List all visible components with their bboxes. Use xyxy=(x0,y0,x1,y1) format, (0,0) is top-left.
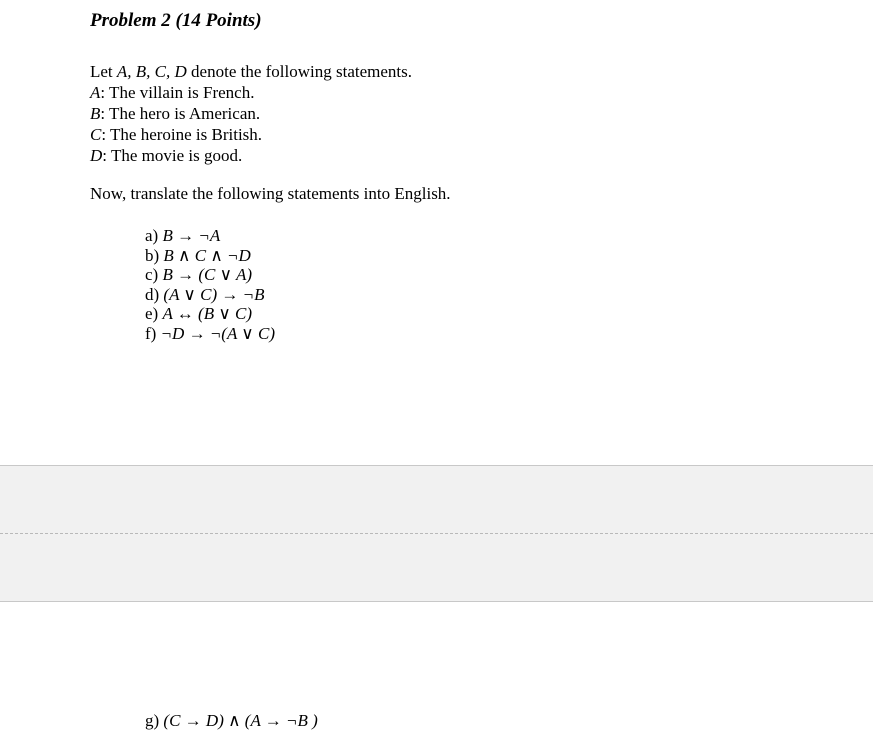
formula-expression: B → (C ∨ A) xyxy=(162,265,253,284)
formula-b xyxy=(145,246,275,266)
formula-label: d) xyxy=(145,284,164,304)
formula-expression: B ∧ C ∧ ¬D xyxy=(163,245,251,265)
page-break-dashed-divider xyxy=(0,533,873,534)
statement-b xyxy=(90,103,412,124)
statement-text: : The villain is French. xyxy=(100,83,255,102)
formula-label: g) xyxy=(145,711,164,730)
formula-expression: A ↔ (B ∨ C) xyxy=(162,304,253,323)
formula-f xyxy=(145,324,275,344)
statement-var: C xyxy=(90,125,102,144)
intro-line xyxy=(90,61,412,82)
formula-label: c) xyxy=(145,265,163,284)
formula-expression: (C → D) ∧ (A → ¬B ) xyxy=(163,711,318,730)
formula-label: b) xyxy=(145,245,164,265)
formula-expression: (A ∨ C) → ¬B xyxy=(163,284,265,304)
formula-label: e) xyxy=(145,304,163,323)
formula-label: f) xyxy=(145,323,161,343)
statement-a xyxy=(90,82,412,103)
statement-text: : The movie is good. xyxy=(102,146,243,165)
formula-list xyxy=(145,226,275,343)
formula-e xyxy=(145,304,275,324)
statement-text: : The hero is American. xyxy=(100,104,261,123)
formula-expression: ¬D → ¬(A ∨ C) xyxy=(160,323,275,343)
formula-label: a) xyxy=(145,226,163,245)
statement-definitions xyxy=(90,61,412,166)
intro-variables: A, B, C, D xyxy=(116,62,187,81)
statement-c xyxy=(90,124,412,145)
formula-expression: B → ¬A xyxy=(162,226,221,245)
statement-d xyxy=(90,145,412,166)
formula-d xyxy=(145,285,275,305)
statement-var: B xyxy=(90,104,101,123)
formula-g xyxy=(145,710,318,731)
statement-var: A xyxy=(90,83,101,102)
statement-text: : The heroine is British. xyxy=(101,125,263,144)
statement-var: D xyxy=(90,146,103,165)
formula-a xyxy=(145,226,275,246)
intro-rest: denote the following statements. xyxy=(186,62,412,81)
instruction-text: Now, translate the following statements into English. xyxy=(90,184,451,203)
problem-title: Problem 2 (14 Points) xyxy=(90,10,262,31)
intro-lead: Let xyxy=(90,62,117,81)
formula-c xyxy=(145,265,275,285)
